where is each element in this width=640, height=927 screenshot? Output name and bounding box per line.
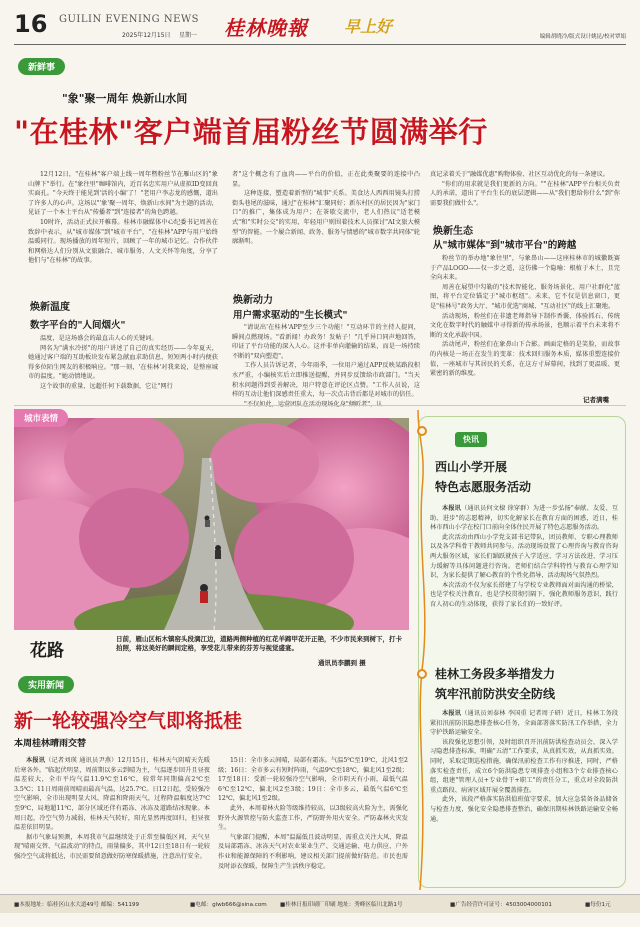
paragraph: 周善在展望中勾勒的"技术智能化、服务场景化、用户社群化"蓝图，将平台定位锚定于"城市枢纽"。未来，它不仅是信息窗口，更是"桂林号"政务大厅、"城市优选"商城、"互动社区"的线上汇聚地。 bbox=[430, 283, 620, 310]
lead-column-1b bbox=[28, 334, 218, 392]
page-header bbox=[14, 10, 626, 42]
footer-price: ■每份1元 bbox=[585, 902, 611, 908]
lead-label: 本报讯 bbox=[442, 505, 462, 512]
quick-item2-body bbox=[430, 709, 618, 824]
practical-subhead: 本周桂林晴雨交替 bbox=[14, 739, 87, 749]
footer-license: ■广告经营许可证号：4503004000101 bbox=[450, 902, 552, 908]
paragraph-text: （通讯员何文棣 徐穿群）为进一步弘扬"奉献、友爱、互助、进步"的志愿精神，切实化解家长在教育方面的困惑，近日，桂林市西山小学在校门口前向全体住民开展了特色志愿服务活动。 bbox=[430, 505, 619, 532]
paragraph: 10时许，活动正式拉开帷幕。桂林市融媒体中心纪委书记周善在致辞中表示，从"城市媒体"到"城市平台"，"在桂林"APP与用户始终温暖同行。现场播放的周年短片，回顾了一年的城市记忆。合作伙伴和网格达人们分别从文旅融合、城市服务、人文关怀等角度，分享了他们与"在桂林"的故事。 bbox=[28, 218, 218, 265]
lead-column-2b bbox=[232, 323, 420, 409]
tag-fresh-news: 新鲜事 bbox=[18, 58, 65, 75]
page-number: 16 bbox=[14, 10, 48, 38]
subsection-subtitle: 数字平台的"人间烟火" bbox=[30, 320, 126, 331]
lead-separator bbox=[14, 405, 626, 406]
tag-quick-news: 快讯 bbox=[455, 432, 487, 447]
paragraph-text: （通讯员刘泰林 李国重 记者周子研）近日，桂林工务段紧扣汛前防汛隐患排查核心任务，全面部署落实防汛工作举措，全力守护铁路运输安全。 bbox=[430, 710, 619, 737]
paragraph: 粉丝节的举办地"象往里"，与象鼻山——这座桂林市的城徽既赛于产品LOGO——仅一步之遥，这仿佛一个隐喻：根植于本土，且完全向未来。 bbox=[430, 255, 620, 282]
footer-email: ■电邮：glwb666@sina.com bbox=[190, 902, 267, 908]
masthead-logo: 桂林晚報 bbox=[224, 16, 308, 40]
subsection-title: 焕新温度 bbox=[30, 302, 70, 313]
paragraph bbox=[430, 709, 618, 738]
practical-column-1 bbox=[14, 756, 210, 862]
header-rule bbox=[14, 44, 626, 45]
paragraph: 该段强化思想引领，及时组织召开汛前防洪检查动员会，深入学习隐患排查标准，明确"五清"工作要求，从真抓实效，从真抓实效。同时，采取定期巡检措施，确保汛前检查工作有序推进，同时，严格落实检查责任，成立6个防洪隐患专项排查小组和3个专业排查核心组，组建"管理人员+专业骨干+职工"的责任分工，重点对全段防洪重点路段、病害区域开展全覆盖排查。 bbox=[430, 738, 618, 794]
subsection-title: 焕新动力 bbox=[233, 295, 273, 306]
lead-label: 本报讯 bbox=[442, 710, 462, 717]
paragraph: 这种连接，塑造着新型的"城事"关系。美食达人西西用镜头打捞街头巷尾的滋味，通过"在桂林"汇聚同好；新东村区的居民因为"家门口"的推广，集体成为用户；在茶歇交流中，老人们热议"适老模式"和"实时公交"的实用，年轻用户则围着技术人员探讨"AI文旅大模型"的智能。一个履合新闻、政务、服务与情感的"城市数字共同体"轮廓渐明。 bbox=[232, 190, 420, 246]
paragraph: 活动现场，粉丝们在非遗老师指导下制作香囊、体验抓石、传统文化在数字时代的触媒中寻得新的传承场景，也顺示着平台未来将不断的文化承载中国。 bbox=[430, 312, 620, 339]
tag-practical-news: 实用新闻 bbox=[18, 676, 74, 693]
paragraph: 此次活动由西山小学党支部书记带队，团员教师、专职心理教师以及各学科骨干教师共同参与。活动现场设置了心理咨询与教育咨询两大服务区域，家长们踊跃就孩子入学适应、学习方法改进、学习压力缓解等具体问题进行咨询。老师们结合学科特性与教育心理学知识，为家长提供了解心教育的个性化指导，活动现场气氛热烈。 bbox=[430, 533, 618, 580]
paragraph: 温度，是这场盛会的最直击人心的关键词。 bbox=[40, 335, 158, 342]
paragraph: 12月12日，"在桂林"客户端上线一周年暨粉丝节在雁山区的"象山牌下"举行。在"象往里"咖啡馆内，近百名忠实用户从虚拟ID变回真实面孔。"今天终于能见到'活的小编'了！"老用户李志龙的感慨，道出了许多人的心声。这场以"'象'聚一周年，焕新山水间"为主题的活动，见证了一个本土平台从"传播者"到"连接者"的角色跨越。 bbox=[28, 171, 218, 217]
paragraph: 者"这个概念有了血肉——平台的价值，正在此类聚要的连接中凸显。 bbox=[232, 171, 420, 188]
paragraph: 气象部门提醒，本周"温漏低且波动明显，需重点关注大风、降温及局部霜冻、冰冻天气对农业果业生产、交通运输、电力供应、户外作业和能源保障的不利影响，建议相关部门提前做好防范。市民也需及时添衣保暖，保障生产生活秩序稳定。 bbox=[218, 833, 408, 870]
quick-item1-title: 特色志愿服务活动 bbox=[435, 480, 532, 494]
paragraph: 这个故事的重量，远超任何下载数据，它让"网行 bbox=[40, 382, 173, 390]
lead-column-2 bbox=[232, 170, 420, 247]
paragraph: 此外，该段严格落实防洪值班值守要求，加大应急装备备品储备与检查力度，强化安全隐患排查整治，确保汛期桂林铁路运输安全畅通。 bbox=[430, 796, 618, 823]
paragraph: 此外，本周着林火险等级维持较高，以3级较高火险为主，需强化野外火源管控与防火监查工作，严防野外用火安全。严防森林火灾发生。 bbox=[218, 804, 408, 832]
quick-item2-title: 桂林工务段多举措发力 bbox=[435, 667, 556, 681]
paragraph bbox=[14, 756, 210, 833]
lead-headline: "在桂林"客户端首届粉丝节圆满举行 bbox=[14, 115, 488, 149]
lead-column-3 bbox=[430, 170, 620, 208]
quick-item1-title: 西山小学开展 bbox=[435, 460, 508, 474]
subsection-subtitle: 用户需求驱动的"生长模式" bbox=[233, 310, 348, 321]
quick-item2-title: 筑牢汛前防洪安全防线 bbox=[435, 687, 556, 701]
practical-headline: 新一轮较强冷空气即将抵桂 bbox=[14, 710, 243, 732]
paper-name-en: GUILIN EVENING NEWS bbox=[59, 14, 200, 25]
lead-column-1 bbox=[28, 170, 218, 266]
subsection-subtitle: 从"城市媒体"到"城市平台"的跨越 bbox=[433, 240, 577, 251]
photo-caption: 日前，雁山区柘木镇窑头段漓江边，道路两侧种植的红花羊蹄甲花开正艳，不少市民来到树下，打卡拍照，将这美好的瞬间定格，享受花儿带来的芬芳与视觉盛宴。 bbox=[116, 635, 402, 652]
paragraph-text: （记者刘瑛 通讯员尹燕）12月15日，桂林天气阴晴天先暖后寒各外。"临起伏明显，周前期以多云到晴为主，气温逐步回升且昼夜温差较大，全市平均气温11.9℃至16℃，较常年同期偏高2℃至3.5℃；11日周雨前周晴而最高气温，达25.7℃。日12日起，受较强冷空气影响，全市出现明显大风、降温和降雨天气，过程降温幅度达7℃至9℃，局地超11℃，部分区域还伴有霜冻、冰冻及道路结冰现象。本周日起，冷空气势力减弱，桂林天气转好，阳光显然再度回归，但昼夜温差依旧明显。 bbox=[14, 757, 211, 832]
footer-bar bbox=[0, 894, 640, 913]
paragraph: 活动尾声，粉丝们在象鼻山下合影。画面定格的是笑脸，而故事的内核是一场正在发生的变革：技术回归服务本质，媒体重塑连接价值，一座城市与其居民的关系，在这方寸屏幕间，找到了更温暖、更紧密的新的维度。 bbox=[430, 341, 620, 378]
lead-label: 本报讯 bbox=[26, 757, 46, 764]
section-name: 早上好 bbox=[344, 17, 393, 36]
photo-credit: 通讯员李鹏到 摄 bbox=[318, 659, 366, 667]
tag-city-scene: 城市表情 bbox=[14, 409, 68, 427]
footer-address: ■本报地址：临桂区山水大道49号 邮编：541199 bbox=[14, 902, 140, 908]
flower-road-photo bbox=[14, 418, 409, 630]
quick-item1-body bbox=[430, 504, 618, 610]
footer-print: ■桂林日报印刷厂印刷 地址：秀峰区临川北路1号 bbox=[280, 902, 403, 908]
paragraph: "请说出'在桂林'APP至少三个功能！"互动环节的主持人提问，瞬间点燃现场。"看新闻！办政务！发帖子！"几乎异口同声地回答，印证了平台功能的深入人心。这并非单向灌输的结果，而是一场持续不断的"双向塑造"。 bbox=[232, 324, 420, 360]
paragraph: 工作人员告诉记者，今年雨季，一位用户通过APP反映某路段积水严重，小编核实后立即推送提醒，并同步反馈给市政部门。"当天积水问题得到妥善解决，用户特意在评论区点赞。"工作人员说，这样的互动让他们深感责任重大，每一次点击背后都是对城市的信任。 bbox=[232, 362, 420, 399]
flower-road-image bbox=[14, 418, 409, 630]
paragraph bbox=[430, 504, 618, 533]
paragraph: 15日：全市多云间晴，局部有霜冻。气温5℃至19℃，北风1至2级；16日：全市多云有短时阵雨，气温9℃至18℃，偏北风1至2级；17至18日：受新一轮较强冷空气影响，全市阴天有小雨，最低气温6℃至12℃，偏北风2至3级；19日：全市多云，最低气温6℃至12℃，偏北风1至2级。 bbox=[218, 757, 408, 803]
lead-byline: 记者满嘴 bbox=[583, 396, 609, 404]
issue-date: 2025年12月15日 bbox=[122, 32, 171, 39]
editor-credits: 编辑胡晓冷/版式设计姚昆/校对覃娟 bbox=[539, 34, 626, 40]
paragraph: 据市气象局预测，本周我市气温继续处于正常至偏低区间，天气呈现"晴雨交替、气温波动"的特点，雨量偏多，其中12日至18日有一轮较强冷空气或将抵达，市民需要留意做好防寒保暖措施，注意出行安全。 bbox=[14, 833, 210, 860]
paragraph: 网名为"满水冷搓"的用户讲述了自己的真实经历——今年夏天，她通过客户端的互助板块发布紧急献血求助信息，短短两小时内便获得多位陌生网友的积极响应。"那一刻，'在桂林'对我来说，是整座城市的温度。"她动情地说。 bbox=[28, 344, 218, 381]
paragraph: 真记录着关于"融媒优惠"购物体验、社区互动优化的每一条建议。 bbox=[430, 171, 609, 178]
paragraph: "你们的用求就是我们更新的方向。""在桂林"APP平台相关负责人的承诺，道出了平台生长的底层逻辑——从"我们想给你什么"到"你需要我们做什么"。 bbox=[430, 180, 620, 207]
lead-column-3b bbox=[430, 254, 620, 379]
practical-column-2 bbox=[218, 756, 408, 871]
issue-weekday: 星期一 bbox=[179, 32, 198, 39]
paragraph: 本次活动不仅为家长搭建了与学校专业教师面对面沟通的桥梁，也是学校关注教育，也是学校贯彻引隔下，强化教师服务意识，践行育人初心的生动体现，获得了家长们的一致好评。 bbox=[430, 581, 618, 608]
lead-kicker: "象"聚一周年 焕新山水间 bbox=[62, 92, 188, 105]
subsection-title: 焕新生态 bbox=[433, 226, 473, 237]
photo-title: 花路 bbox=[30, 641, 64, 661]
